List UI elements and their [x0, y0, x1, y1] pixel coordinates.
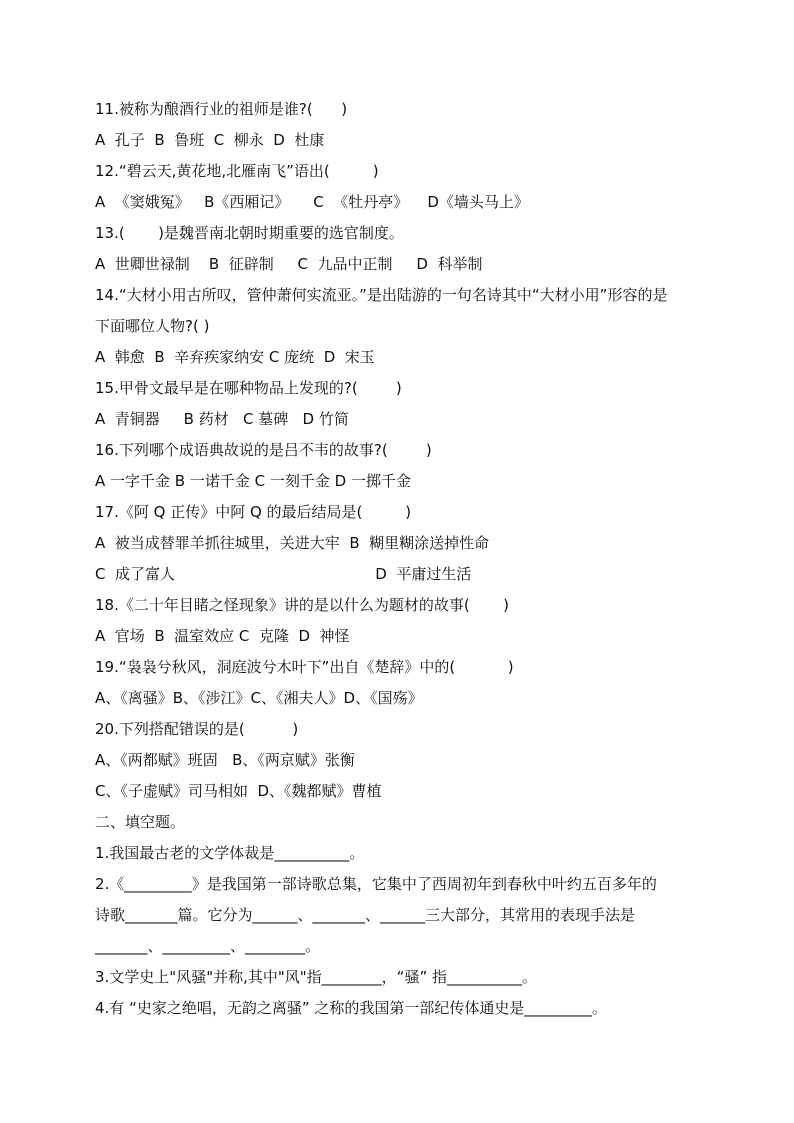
question-15: 15.甲骨文最早是在哪种物品上发现的?( ): [95, 379, 402, 397]
question-16: 16.下列哪个成语典故说的是吕不韦的故事?( ): [95, 441, 432, 459]
question-15-options: A 青铜器 B 药材 C 墓碑 D 竹简: [95, 410, 349, 428]
question-14-continued: 下面哪位人物?( ): [95, 317, 210, 335]
question-17: 17.《阿 Q 正传》中阿 Q 的最后结局是( ): [95, 503, 412, 521]
question-19: 19.“袅袅兮秋风，洞庭波兮木叶下”出自《楚辞》中的( ): [95, 658, 514, 676]
question-18: 18.《二十年目睹之怪现象》讲的是以什么为题材的故事( ): [95, 596, 509, 614]
question-18-options: A 官场 B 温室效应 C 克隆 D 神怪: [95, 627, 350, 645]
question-16-options: A 一字千金 B 一诺千金 C 一刻千金 D 一掷千金: [95, 472, 411, 490]
question-14: 14.“大材小用古所叹，管仲萧何实流亚。”是出陆游的一句名诗其中“大材小用”形容的是: [95, 286, 668, 304]
fill-question-2-continued: 诗歌_______篇。它分为______、_______、______三大部分，其常用的表现手法是: [95, 906, 636, 924]
fill-question-2-end: _______、_________、________。: [95, 937, 321, 955]
question-19-options: A、《离骚》B、《涉江》C、《湘夫人》D、《国殇》: [95, 689, 423, 707]
section-heading-fill-in: 二、填空题。: [95, 813, 186, 831]
question-11-options: A 孔子 B 鲁班 C 柳永 D 杜康: [95, 131, 325, 149]
question-17-options-cd: C 成了富人 D 平庸过生活: [95, 565, 472, 583]
question-17-options-ab: A 被当成替罪羊抓往城里，关进大牢 B 糊里糊涂送掉性命: [95, 534, 490, 552]
question-13-options: A 世卿世禄制 B 征辟制 C 九品中正制 D 科举制: [95, 255, 483, 273]
question-12: 12.“碧云天,黄花地,北雁南飞”语出( ): [95, 162, 379, 180]
fill-question-1: 1.我国最古老的文学体裁是__________。: [95, 844, 365, 862]
page-content: [95, 94, 705, 1024]
question-13: 13.( )是魏晋南北朝时期重要的选官制度。: [95, 224, 404, 242]
question-20-options-ab: A、《两都赋》班固 B、《两京赋》张衡: [95, 751, 355, 769]
fill-question-4: 4.有 “史家之绝唱，无韵之离骚” 之称的我国第一部纪传体通史是_________。: [95, 999, 607, 1017]
question-12-options: A 《窦娥冤》 B《西厢记》 C 《牡丹亭》 D《墙头马上》: [95, 193, 529, 211]
question-20: 20.下列搭配错误的是( ): [95, 720, 299, 738]
question-11: 11.被称为酿酒行业的祖师是谁?( ): [95, 100, 348, 118]
question-20-options-cd: C、《子虚赋》司马相如 D、《魏都赋》曹植: [95, 782, 382, 800]
question-14-options: A 韩愈 B 辛弃疾家纳安 C 庞统 D 宋玉: [95, 348, 375, 366]
fill-question-2: 2.《_________》是我国第一部诗歌总集，它集中了西周初年到春秋中叶约五百多年的: [95, 875, 657, 893]
fill-question-3: 3.文学史上"风骚"并称,其中"风"指________，“骚” 指__________。: [95, 968, 537, 986]
